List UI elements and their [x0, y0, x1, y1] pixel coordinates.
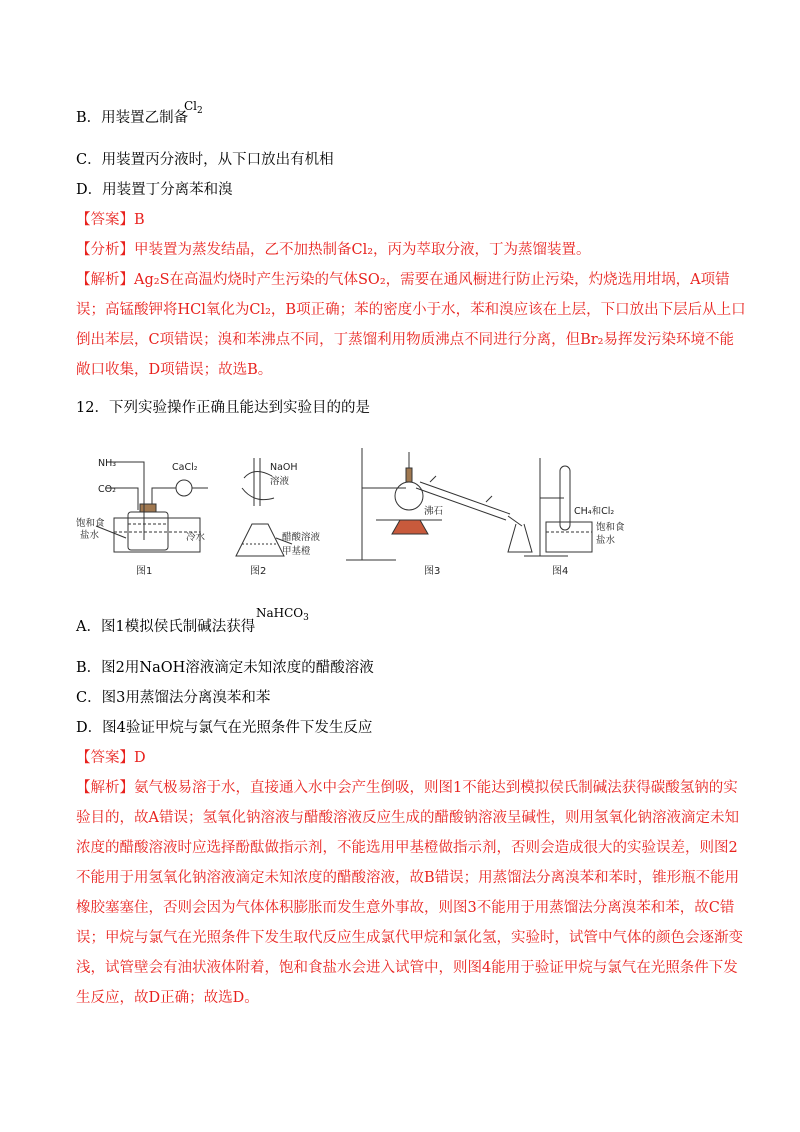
fig2-caption: 图2 — [250, 566, 267, 577]
q12-option-a-formula — [256, 606, 309, 625]
explanation-line: 浓度的醋酸溶液时应选择酚酞做指示剂，不能选用甲基橙做指示剂，否则会造成很大的实验误差，则图2 — [76, 840, 738, 856]
q12-answer: 【答案】D — [76, 750, 146, 766]
q12-figures — [76, 448, 636, 583]
apparatus-drawings — [76, 448, 636, 583]
q11-option-b-text: B．用装置乙制备 — [76, 110, 189, 126]
explanation-line: 【解析】氨气极易溶于水，直接通入水中会产生倒吸，则图1不能达到模拟侯氏制碱法获得碳酸氢钠的实 — [76, 780, 738, 796]
fig1-label-cold-water: 冷水 — [186, 532, 206, 543]
fig2-label-acetic: 醋酸溶液 — [282, 532, 321, 543]
q12-option-c: C．图3用蒸馏法分离溴苯和苯 — [76, 690, 271, 706]
fig1-caption: 图1 — [136, 566, 153, 577]
fig4-label-brine: 盐水 — [596, 535, 616, 546]
fig4-label-saturated: 饱和食 — [596, 522, 625, 533]
fig4-caption: 图4 — [552, 566, 569, 577]
q11-explanation — [76, 265, 746, 385]
explanation-line: 敞口收集，D项错误；故选B。 — [76, 362, 273, 378]
q12-explanation — [76, 773, 743, 1013]
fig2-label-naoh: NaOH — [270, 462, 298, 473]
figure-3-apparatus — [346, 448, 532, 560]
q12-stem: 12．下列实验操作正确且能达到实验目的的是 — [76, 400, 370, 416]
formula-main: Cl — [184, 99, 198, 113]
explanation-line: 验目的，故A错误；氢氧化钠溶液与醋酸溶液反应生成的醋酸钠溶液呈碱性，则用氢氧化钠溶液滴定未知 — [76, 810, 739, 826]
explanation-line: 【解析】Ag₂S在高温灼烧时产生污染的气体SO₂，需要在通风橱进行防止污染，灼烧选用坩埚，A项错 — [76, 272, 730, 288]
q11-option-b — [76, 108, 188, 128]
q11-option-d: D．用装置丁分离苯和溴 — [76, 182, 233, 198]
fig2-label-solution: 溶液 — [270, 476, 290, 487]
explanation-line: 倒出苯层，C项错误；溴和苯沸点不同，丁蒸馏利用物质沸点不同进行分离，但Br₂易挥发污染环境不能 — [76, 332, 734, 348]
fig3-caption: 图3 — [424, 566, 441, 577]
q11-option-b-formula — [184, 99, 203, 118]
fig1-label-nh3: NH₃ — [98, 458, 117, 469]
q11-answer: 【答案】B — [76, 212, 145, 228]
explanation-line: 不能用于用氢氧化钠溶液滴定未知浓度的醋酸溶液，故B错误；用蒸馏法分离溴苯和苯时，锥形瓶不能用 — [76, 870, 740, 886]
fig1-label-cacl2: CaCl₂ — [172, 462, 198, 473]
q11-option-c: C．用装置丙分液时，从下口放出有机相 — [76, 152, 334, 168]
q12-option-b: B．图2用NaOH溶液滴定未知浓度的醋酸溶液 — [76, 660, 374, 676]
q12-option-a — [76, 617, 255, 637]
formula-subscript: 2 — [197, 106, 203, 116]
q11-analysis: 【分析】甲装置为蒸发结晶，乙不加热制备Cl₂，丙为萃取分液，丁为蒸馏装置。 — [76, 242, 591, 258]
fig1-label-saturated: 饱和食 — [76, 518, 105, 529]
formula-subscript: 3 — [303, 613, 309, 623]
explanation-line: 误；甲烷与氯气在光照条件下发生取代反应生成氯代甲烷和氯化氢，实验时，试管中气体的颜色会逐渐变 — [76, 930, 743, 946]
explanation-line: 橡胶塞塞住，否则会因为气体体积膨胀而发生意外事故，则图3不能用于用蒸馏法分离溴苯和苯，故C错 — [76, 900, 735, 916]
fig3-label-boiling-chips: 沸石 — [424, 506, 444, 517]
q12-option-a-text: A．图1模拟侯氏制碱法获得 — [76, 619, 256, 635]
fig1-label-co2: CO₂ — [98, 484, 116, 495]
explanation-line: 生反应，故D正确；故选D。 — [76, 990, 259, 1006]
explanation-line: 浅，试管壁会有油状液体附着，饱和食盐水会进入试管中，则图4能用于验证甲烷与氯气在光照条件下发 — [76, 960, 738, 976]
fig2-label-methyl-orange: 甲基橙 — [282, 546, 311, 557]
fig4-label-ch4-cl2: CH₄和Cl₂ — [574, 506, 615, 517]
formula-main: NaHCO — [256, 606, 304, 620]
explanation-line: 误；高锰酸钾将HCl氧化为Cl₂，B项正确；苯的密度小于水，苯和溴应该在上层，下口放出下层后从上口 — [76, 302, 746, 318]
q12-option-d: D．图4验证甲烷与氯气在光照条件下发生反应 — [76, 720, 373, 736]
fig1-label-brine: 盐水 — [80, 530, 100, 541]
